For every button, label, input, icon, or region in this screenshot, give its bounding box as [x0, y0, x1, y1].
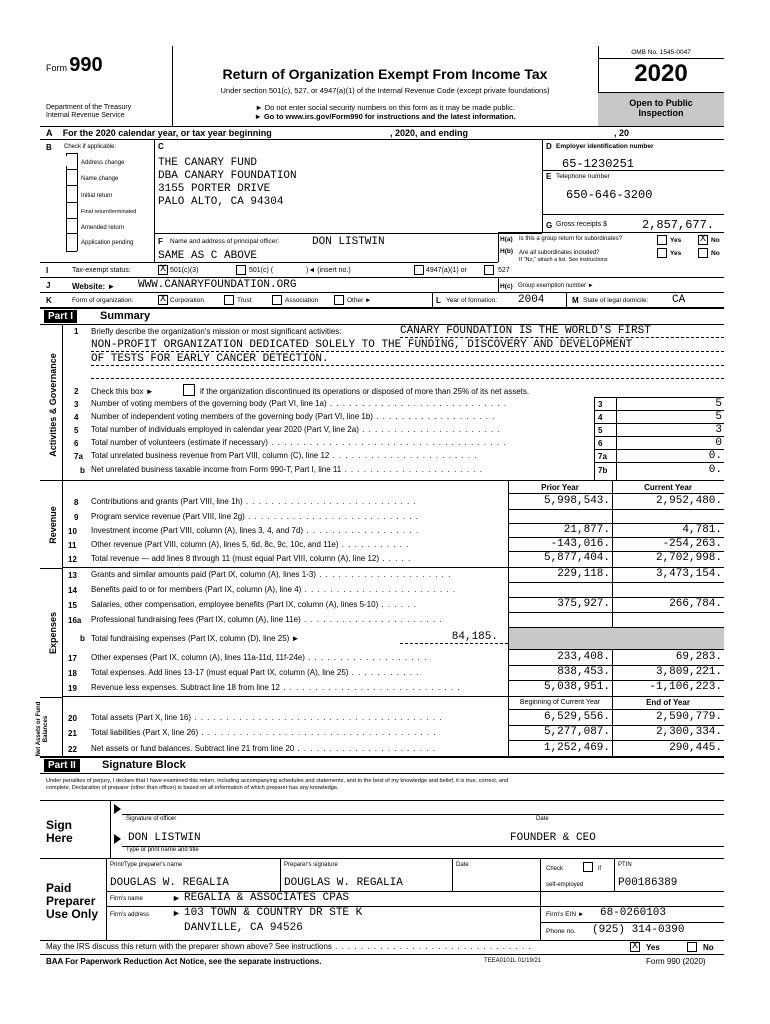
discuss-no-label: No [703, 943, 714, 952]
line22-begin[interactable]: 1,252,469. [543, 742, 610, 754]
org-name: THE CANARY FUND [158, 157, 258, 169]
501c3-checkbox[interactable]: X [159, 264, 166, 275]
line7a-box: 7a [598, 452, 607, 461]
line-j-text: Website: ► [72, 282, 116, 291]
line4-text: Number of independent voting members of the governing body (Part VI, line 1b) . . . . . . . . . . . . . . . . . . . [91, 412, 496, 421]
preparer-date-label: Date [456, 862, 469, 868]
line6-box: 6 [598, 439, 603, 448]
line7a-num: 7a [74, 452, 83, 461]
ha-label: H(a) [500, 236, 513, 243]
instructions-notice: ► Go to www.irs.gov/Form990 for instructions and the latest information. [254, 112, 516, 121]
other-label: Other ► [347, 297, 372, 304]
firm-ein-label: Firm's EIN ► [546, 911, 585, 918]
officer-print-title: FOUNDER & CEO [510, 832, 596, 844]
line6-desc: Total number of volunteers (estimate if necessary) [91, 438, 268, 447]
527-label: 527 [498, 267, 510, 274]
line9-num: 9 [74, 513, 79, 522]
line14-num: 14 [68, 586, 77, 595]
discuss-yes-label: Yes [646, 943, 660, 952]
line20-end[interactable]: 2,590,779. [655, 711, 722, 723]
discuss-question: May the IRS discuss this return with the preparer shown above? See instructions [46, 942, 332, 951]
form-footer-ref: Form 990 (2020) [646, 957, 706, 966]
line3-value[interactable]: 5 [715, 398, 722, 410]
line20-desc: Total assets (Part X, line 16) [91, 713, 192, 722]
corporation-label: Corporation [170, 297, 204, 304]
application-pending-label: Application pending [81, 240, 134, 246]
firm-address-arrow: ► [172, 908, 181, 918]
line-j-label: J [46, 281, 51, 290]
line19-prior[interactable]: 5,038,951. [543, 681, 610, 693]
section-c-label: C [158, 142, 164, 151]
line12-desc: Total revenue — add lines 8 through 11 (must equal Part VIII, column (A), line 12) [91, 554, 379, 563]
domicile-state: CA [672, 294, 686, 306]
form-number: 990 [69, 54, 103, 76]
line5-box: 5 [598, 426, 603, 435]
line7a-value[interactable]: 0. [708, 450, 722, 462]
line17-prior[interactable]: 233,408. [557, 651, 610, 663]
line-i-text: Tax-exempt status: [72, 267, 131, 274]
line2-text1: Check this box ► [91, 387, 154, 396]
address-change-checkbox[interactable] [66, 156, 76, 166]
501c-label: 501(c) ( [249, 267, 274, 274]
website-value: WWW.CANARYFOUNDATION.ORG [138, 279, 297, 291]
line7a-desc: Total unrelated business revenue from Part VIII, column (C), line 12 [91, 451, 330, 460]
ha-text: Is this a group return for subordinates? [519, 236, 623, 242]
line7b-text: Net unrelated business taxable income from Form 990-T, Part I, line 11 . . . . . . . . . . . . . . . . . . . . . . [91, 465, 483, 474]
line5-desc: Total number of individuals employed in calendar year 2020 (Part V, line 2a) [91, 425, 359, 434]
line7b-box: 7b [598, 466, 608, 475]
mission-line-1: CANARY FOUNDATION IS THE WORLD'S FIRST [400, 325, 724, 338]
line21-text: Total liabilities (Part X, line 26) . . . . . . . . . . . . . . . . . . . . . . . . . . . . . . . . . . . . . [91, 728, 437, 737]
line3-desc: Number of voting members of the governing body (Part VI, line 1a) [91, 399, 327, 408]
line13-text: Grants and similar amounts paid (Part IX, column (A), lines 1-3) . . . . . . . . . . . . . . . . . . . . . [91, 570, 452, 579]
firm-address-label: Firm's address [110, 912, 150, 918]
final-return-label: Final return/terminated [81, 209, 137, 215]
phone-value: 650-646-3200 [566, 188, 653, 202]
perjury-line-2: complete. Declaration of preparer (other than officer) is based on all information of which preparer has any knowledge. [46, 785, 339, 791]
line11-prior[interactable]: -143,016. [550, 538, 610, 550]
line15-text: Salaries, other compensation, employee benefits (Part IX, column (A), lines 5-10) . . . . . . [91, 600, 417, 609]
line12-num: 12 [68, 555, 77, 564]
self-employed-checkbox[interactable] [583, 862, 593, 872]
line6-value[interactable]: 0 [715, 437, 722, 449]
preparer-phone: (925) 314-0390 [592, 924, 685, 936]
line10-text: Investment income (Part VIII, column (A), lines 3, 4, and 7d) . . . . . . . . . . . . . . . . . . [91, 526, 420, 535]
ha-no-checkbox[interactable]: X [699, 234, 706, 245]
line14-desc: Benefits paid to or for members (Part IX, column (A), line 4) [91, 585, 302, 594]
hb-no-label: No [711, 250, 720, 257]
line8-prior[interactable]: 5,998,543. [543, 495, 610, 507]
baa-notice: BAA For Paperwork Reduction Act Notice, see the separate instructions. [46, 957, 322, 966]
preparer-signature: DOUGLAS W. REGALIA [284, 877, 403, 889]
line16a-text: Professional fundraising fees (Part IX, column (A), line 11e) . . . . . . . . . . . . . . . . . . . . . . [91, 615, 443, 624]
inspection-label: Inspection [638, 108, 684, 118]
part2-label: Part II [44, 759, 80, 772]
ein-value: 65-1230251 [562, 157, 635, 171]
501c-checkbox[interactable] [236, 265, 246, 275]
line4-value[interactable]: 5 [715, 411, 722, 423]
org-city: PALO ALTO, CA 94304 [158, 196, 284, 208]
dept-line-1: Department of the Treasury [46, 104, 132, 111]
line17-current[interactable]: 69,283. [675, 651, 722, 663]
open-public-label: Open to Public [629, 98, 693, 108]
officer-name: DON LISTWIN [312, 236, 385, 248]
line-a-label: A [46, 128, 53, 138]
hb-yes-checkbox[interactable] [657, 248, 667, 258]
preparer-sig-label: Preparer's signature [284, 862, 338, 868]
section-e-label: E [546, 172, 552, 181]
ssn-notice: ► Do not enter social security numbers on this form as it may be made public. [255, 103, 515, 112]
section-g-label: G [546, 221, 553, 230]
dept-treasury [46, 104, 131, 120]
line13-num: 13 [68, 571, 77, 580]
line10-num: 10 [68, 527, 77, 536]
line22-end[interactable]: 290,445. [669, 742, 722, 754]
formation-year: 2004 [518, 294, 545, 306]
firm-name-arrow: ► [172, 893, 181, 903]
section-d-label: D [546, 142, 552, 151]
line16b-grey-area [509, 628, 724, 649]
line16a-desc: Professional fundraising fees (Part IX, column (A), line 11e) [91, 615, 301, 624]
line18-desc: Total expenses. Add lines 13-17 (must equal Part IX, column (A), line 25) [91, 668, 349, 677]
4947-label: 4947(a)(1) or [426, 267, 467, 274]
org-dba: DBA CANARY FOUNDATION [158, 170, 297, 182]
line7a-text: Total unrelated business revenue from Part VIII, column (C), line 12 . . . . . . . . . . . . . . . . . . . . . . . [91, 451, 478, 460]
line10-desc: Investment income (Part VIII, column (A), lines 3, 4, and 7d) [91, 526, 304, 535]
firm-address-1: 103 TOWN & COUNTRY DR STE K [184, 907, 363, 919]
amended-return-label: Amended return [81, 225, 125, 231]
revenue-side: Revenue [48, 506, 58, 544]
part1-title: Summary [100, 310, 151, 322]
col-end-year: End of Year [646, 698, 690, 707]
line-a-text: For the 2020 calendar year, or tax year beginning [62, 128, 272, 138]
discontinued-checkbox[interactable] [183, 384, 195, 396]
line11-desc: Other revenue (Part VIII, column (A), lines 5, 6d, 8c, 9c, 10c, and 11e) [91, 540, 339, 549]
hb-text: Are all subordinates included? [519, 250, 600, 256]
other-checkbox[interactable] [334, 295, 344, 305]
corporation-checkbox[interactable]: X [159, 294, 166, 305]
line11-current[interactable]: -254,263. [662, 538, 722, 550]
section-g-title: Gross receipts $ [556, 221, 607, 228]
firm-name-label: Firm's name [110, 896, 143, 902]
line5-value[interactable]: 3 [715, 424, 722, 436]
officer-address: SAME AS C ABOVE [158, 250, 258, 262]
col-prior-year: Prior Year [541, 483, 579, 492]
line14-text: Benefits paid to or for members (Part IX, column (A), line 4) . . . . . . . . . . . . . . . . . . . . . . . . [91, 585, 456, 594]
line9-desc: Program service revenue (Part VIII, line 2g) [91, 512, 245, 521]
line17-desc: Other expenses (Part IX, column (A), lines 11a-11d, 11f-24e) [91, 653, 305, 662]
line-k-label: K [46, 296, 52, 305]
line15-prior[interactable]: 375,927. [557, 598, 610, 610]
section-f-title: Name and address of principal officer: [170, 238, 280, 245]
firm-ein: 68-0260103 [600, 907, 667, 919]
line8-current[interactable]: 2,952,480. [655, 495, 722, 507]
line16b-text: Total fundraising expenses (Part IX, column (D), line 25) ► [91, 634, 300, 643]
line19-current[interactable]: -1,106,223. [649, 681, 722, 693]
type-print-label: Type or print name and title [126, 847, 199, 853]
line8-num: 8 [74, 498, 79, 507]
section-b-check-if: Check if applicable: [64, 144, 117, 150]
line19-num: 19 [68, 684, 77, 693]
trust-label: Trust [237, 297, 252, 304]
section-b-label: B [46, 143, 52, 152]
officer-print-name: DON LISTWIN [128, 832, 201, 844]
line15-desc: Salaries, other compensation, employee benefits (Part IX, column (A), lines 5-10) [91, 600, 379, 609]
line21-num: 21 [68, 729, 77, 738]
line4-desc: Number of independent voting members of the governing body (Part VI, line 1b) [91, 412, 373, 421]
line21-end[interactable]: 2,300,334. [655, 726, 722, 738]
gross-receipts-value: 2,857,677. [642, 218, 715, 232]
line12-current[interactable]: 2,702,998. [655, 552, 722, 564]
4947-checkbox[interactable] [414, 265, 424, 275]
line3-box: 3 [598, 400, 603, 409]
hb-label: H(b) [500, 248, 513, 255]
line21-begin[interactable]: 5,277,087. [543, 726, 610, 738]
line15-num: 15 [68, 601, 77, 610]
line18-current[interactable]: 3,809,221. [655, 666, 722, 678]
association-checkbox[interactable] [272, 295, 282, 305]
line-m-label: M [572, 296, 579, 305]
hc-text: Group exemption number ► [518, 283, 594, 289]
line11-text: Other revenue (Part VIII, column (A), lines 5, 6d, 8c, 9c, 10c, and 11e) . . . . . . . . . . . [91, 540, 410, 549]
line16b-value[interactable]: 84,185. [400, 631, 508, 644]
line13-prior[interactable]: 229,118. [557, 568, 610, 580]
mission-line-4 [91, 378, 724, 379]
line18-text: Total expenses. Add lines 13-17 (must equal Part IX, column (A), line 25) . . . . . . . . . . . [91, 668, 420, 677]
line-l-label: L [436, 296, 441, 305]
line7b-desc: Net unrelated business taxable income from Form 990-T, Part I, line 11 [91, 465, 342, 474]
form-code: TEEA0101L 01/19/21 [484, 958, 542, 964]
dept-line-2: Internal Revenue Service [46, 112, 125, 119]
line20-num: 20 [68, 714, 77, 723]
address-change-label: Address change [81, 160, 125, 166]
line22-desc: Net assets or fund balances. Subtract line 21 from line 20 [91, 744, 295, 753]
officer-signature-label: Signature of officer [126, 816, 177, 822]
hb-no-checkbox[interactable] [698, 248, 708, 258]
sign-arrow-2 [114, 834, 121, 844]
preparer-name: DOUGLAS W. REGALIA [110, 877, 229, 889]
line1-text: Briefly describe the organization's mission or most significant activities: [91, 327, 342, 336]
line16b-num: b [80, 634, 85, 643]
line4-box: 4 [598, 413, 603, 422]
org-address: 3155 PORTER DRIVE [158, 183, 271, 195]
initial-return-label: Initial return [81, 193, 113, 199]
ha-yes-checkbox[interactable] [657, 235, 667, 245]
line12-text: Total revenue — add lines 8 through 11 (must equal Part VIII, column (A), line 12) . . . . . [91, 554, 412, 563]
open-inspection-box [598, 92, 724, 126]
line19-desc: Revenue less expenses. Subtract line 18 from line 12 [91, 683, 280, 692]
line5-text: Total number of individuals employed in calendar year 2020 (Part V, line 2a) . . . . . . . . . . . . . . . . . . . . . . [91, 425, 501, 434]
line-a-end: , 20 [614, 128, 630, 138]
tax-year: 2020 [634, 60, 688, 87]
line8-desc: Contributions and grants (Part VIII, line 1h) [91, 497, 243, 506]
line10-current[interactable]: 4,781. [682, 524, 722, 536]
527-checkbox[interactable] [484, 265, 494, 275]
line3-num: 3 [74, 400, 79, 409]
col-begin-year: Beginning of Current Year [519, 699, 601, 706]
discuss-text: May the IRS discuss this return with the preparer shown above? See instructions . . . . . . . . . . . . . . . . . . . . . . . . . . . . . . . [46, 942, 532, 951]
net-assets-side: Net Assets or Fund Balances [36, 701, 49, 757]
line-a [46, 128, 272, 138]
section-d-title: Employer identification number [556, 143, 654, 150]
line9-text: Program service revenue (Part VIII, line 2g) . . . . . . . . . . . . . . . . . . . . . . . . . . . [91, 512, 419, 521]
trust-checkbox[interactable] [224, 295, 234, 305]
ha-yes-label: Yes [670, 237, 682, 244]
line5-num: 5 [74, 426, 79, 435]
line19-text: Revenue less expenses. Subtract line 18 from line 12 . . . . . . . . . . . . . . . . . . . . . . . . . . . . [91, 683, 461, 692]
section-f-label: F [158, 237, 163, 246]
sign-date-label: Date [536, 816, 549, 822]
discuss-yes-checkbox[interactable]: X [631, 941, 638, 952]
hb-note: If "No," attach a list. See instructions [519, 257, 608, 263]
line-l-text: Year of formation: [446, 297, 498, 304]
ptin-label: PTIN [618, 862, 632, 868]
mission-line-3: OF TESTS FOR EARLY CANCER DETECTION. [91, 353, 724, 366]
here-label: Here [46, 831, 73, 845]
line7b-num: b [80, 466, 85, 475]
ha-no-label: No [711, 237, 720, 244]
firm-address-2: DANVILLE, CA 94526 [184, 922, 303, 934]
line18-prior[interactable]: 838,453. [557, 666, 610, 678]
line21-desc: Total liabilities (Part X, line 26) [91, 728, 199, 737]
form-label [46, 54, 103, 77]
firm-name: REGALIA & ASSOCIATES CPAS [184, 892, 350, 904]
if-label: if [598, 866, 601, 872]
activities-governance-side: Activities & Governance [48, 353, 58, 457]
line13-current[interactable]: 3,473,154. [655, 568, 722, 580]
line12-prior[interactable]: 5,877,404. [543, 552, 610, 564]
mission-line-2: NON-PROFIT ORGANIZATION DEDICATED SOLELY TO THE FUNDING, DISCOVERY AND DEVELOPMENT [91, 339, 724, 352]
expenses-side: Expenses [48, 611, 58, 655]
line20-text: Total assets (Part X, line 16) . . . . . . . . . . . . . . . . . . . . . . . . . . . . . . . . . . . . . . . [91, 713, 443, 722]
line22-num: 22 [68, 745, 77, 754]
form-title: Return of Organization Exempt From Income Tax [222, 66, 548, 82]
line17-text: Other expenses (Part IX, column (A), lines 11a-11d, 11f-24e) . . . . . . . . . . . . . . . . . . . [91, 653, 428, 662]
line2-num: 2 [74, 387, 79, 396]
hb-yes-label: Yes [670, 250, 682, 257]
sign-arrow-1 [114, 804, 121, 814]
col-current-year: Current Year [644, 483, 692, 492]
check-label: Check [546, 866, 564, 872]
preparer-label: Preparer [46, 894, 96, 908]
discuss-no-checkbox[interactable] [687, 942, 697, 952]
line20-begin[interactable]: 6,529,556. [543, 711, 610, 723]
line16a-num: 16a [68, 616, 82, 625]
line22-text: Net assets or fund balances. Subtract line 21 from line 20 . . . . . . . . . . . . . . . . . . . . . . [91, 744, 437, 753]
line-m-text: State of legal domicile: [583, 297, 649, 304]
line1-num: 1 [74, 327, 79, 336]
association-label: Association [285, 297, 319, 304]
phone-label: Phone no. [546, 928, 576, 935]
line-a-mid: , 2020, and ending [390, 128, 469, 138]
line18-num: 18 [68, 669, 77, 678]
line11-num: 11 [68, 541, 77, 550]
name-change-label: Name change [81, 176, 119, 182]
hc-label: H(c) [500, 283, 513, 290]
perjury-line-1: Under penalties of perjury, I declare that I have examined this return, including accompanying schedules and statements, and to the best of my knowledge and belief, it is true, correct, and [46, 778, 509, 784]
line6-text: Total number of volunteers (estimate if necessary) . . . . . . . . . . . . . . . . . . . . . . . . . . . . . . . . . . . . . [91, 438, 507, 447]
preparer-print-label: Print/Type preparer's name [110, 862, 183, 868]
line10-prior[interactable]: 21,877. [563, 524, 610, 536]
self-employed-label: self-employed [546, 882, 584, 888]
line17-num: 17 [68, 654, 77, 663]
line6-num: 6 [74, 439, 79, 448]
line2-text2: if the organization discontinued its operations or disposed of more than 25% of its net assets. [200, 387, 530, 396]
501c3-label: 501(c)(3) [170, 267, 199, 274]
paid-label: Paid [46, 881, 72, 895]
sign-label: Sign [46, 818, 72, 832]
omb-number: OMB No. 1545-0047 [631, 49, 691, 56]
section-e-title: Telephone number [556, 173, 610, 180]
line15-current[interactable]: 266,784. [669, 598, 722, 610]
line8-text: Contributions and grants (Part VIII, line 1h) . . . . . . . . . . . . . . . . . . . . . . . . . . . [91, 497, 417, 506]
line7b-value[interactable]: 0. [708, 464, 722, 476]
line13-desc: Grants and similar amounts paid (Part IX, column (A), lines 1-3) [91, 570, 316, 579]
line-i-label: I [46, 266, 49, 275]
form-subtitle: Under section 501(c), 527, or 4947(a)(1) of the Internal Revenue Code (except private foundations) [220, 86, 550, 95]
form-word: Form [46, 63, 67, 73]
part1-label: Part I [44, 310, 77, 323]
part2-title: Signature Block [102, 759, 186, 771]
501c-insert: )◄ (insert no.) [306, 267, 351, 274]
line-k-text: Form of organization: [72, 297, 134, 304]
line4-num: 4 [74, 413, 79, 422]
use-only-label: Use Only [46, 907, 99, 921]
line3-text: Number of voting members of the governing body (Part VI, line 1a) . . . . . . . . . . . . . . . . . . . . . . . . . . . . [91, 399, 508, 408]
ptin-value: P00186389 [618, 877, 678, 889]
